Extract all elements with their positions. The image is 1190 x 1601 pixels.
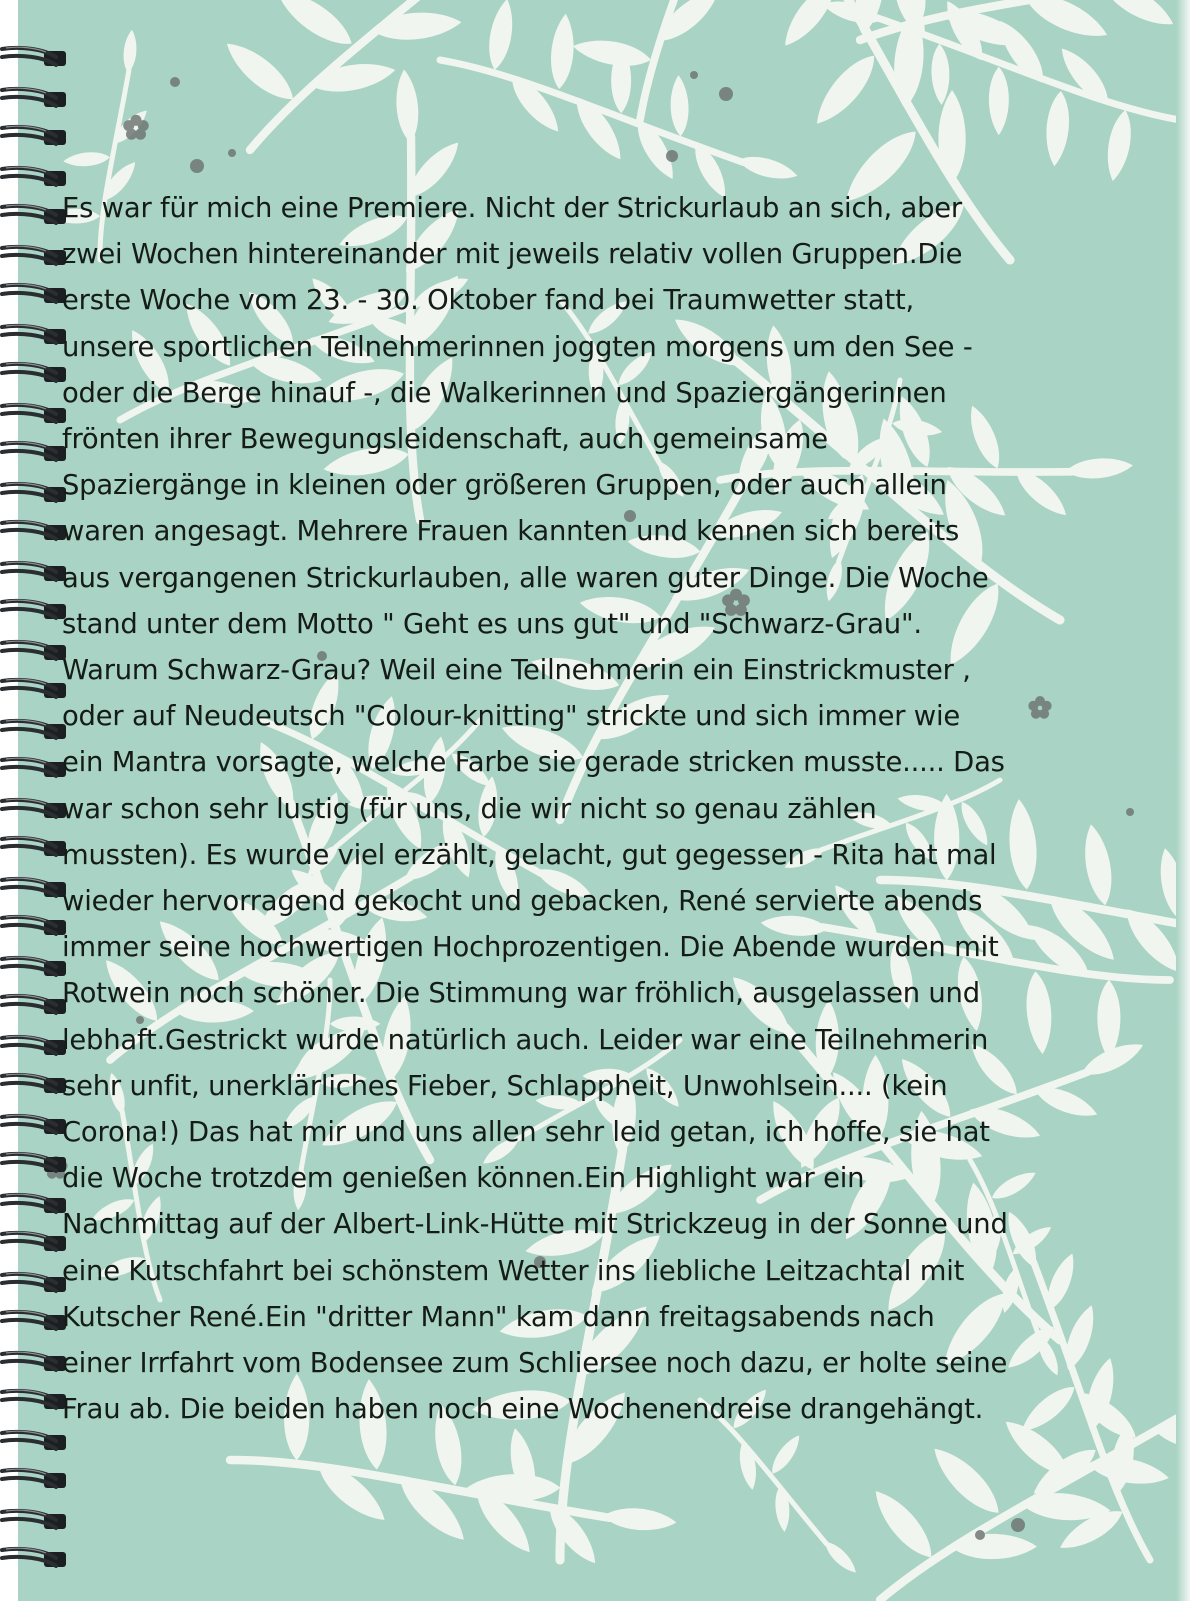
journal-text bbox=[62, 186, 1142, 1433]
text-line-17: immer seine hochwertigen Hochprozentigen. Die Abende wurden mit bbox=[62, 932, 999, 964]
text-line-25: Kutscher René.Ein "dritter Mann" kam dann freitagsabends nach bbox=[62, 1301, 935, 1333]
text-line-19: lebhaft.Gestrickt wurde natürlich auch. Leider war eine Teilnehmerin bbox=[62, 1024, 989, 1056]
text-line-8: waren angesagt. Mehrere Frauen kannten und kennen sich bereits bbox=[62, 516, 960, 548]
text-line-26: einer Irrfahrt vom Bodensee zum Schliersee noch dazu, er holte seine bbox=[62, 1348, 1008, 1380]
text-line-24: eine Kutschfahrt bei schönstem Wetter ins liebliche Leitzachtal mit bbox=[62, 1255, 965, 1287]
text-line-10: stand unter dem Motto " Geht es uns gut" und "Schwarz-Grau". bbox=[62, 608, 922, 640]
text-line-23: Nachmittag auf der Albert-Link-Hütte mit Strickzeug in der Sonne und bbox=[62, 1209, 1008, 1241]
text-line-18: Rotwein noch schöner. Die Stimmung war fröhlich, ausgelassen und bbox=[62, 978, 980, 1010]
text-line-22: die Woche trotzdem genießen können.Ein Highlight war ein bbox=[62, 1163, 865, 1195]
text-line-14: war schon sehr lustig (für uns, die wir nicht so genau zählen bbox=[62, 793, 877, 825]
text-line-27: Frau ab. Die beiden haben noch eine Wochenendreise drangehängt. bbox=[62, 1394, 984, 1426]
text-line-7: Spaziergänge in kleinen oder größeren Gruppen, oder auch allein bbox=[62, 470, 947, 502]
text-line-6: frönten ihrer Bewegungsleidenschaft, auch gemeinsame bbox=[62, 424, 828, 456]
text-line-20: sehr unfit, unerklärliches Fieber, Schlappheit, Unwohlsein.... (kein bbox=[62, 1070, 948, 1102]
text-line-21: Corona!) Das hat mir und uns allen sehr leid getan, ich hoffe, sie hat bbox=[62, 1117, 990, 1149]
text-line-16: wieder hervorragend gekocht und gebacken, René servierte abends bbox=[62, 886, 983, 918]
text-line-15: mussten). Es wurde viel erzählt, gelacht, gut gegessen - Rita hat mal bbox=[62, 839, 997, 871]
text-line-4: unsere sportlichen Teilnehmerinnen joggten morgens um den See - bbox=[62, 331, 973, 363]
text-line-3: erste Woche vom 23. - 30. Oktober fand bei Traumwetter statt, bbox=[62, 285, 915, 317]
text-line-9: aus vergangenen Strickurlauben, alle waren guter Dinge. Die Woche bbox=[62, 562, 989, 594]
text-line-2: zwei Wochen hintereinander mit jeweils relativ vollen Gruppen.Die bbox=[62, 239, 963, 271]
text-line-1: Es war für mich eine Premiere. Nicht der Strickurlaub an sich, aber bbox=[62, 193, 962, 224]
text-line-13: ein Mantra vorsagte, welche Farbe sie gerade stricken musste..... Das bbox=[62, 747, 1005, 779]
text-line-11: Warum Schwarz-Grau? Weil eine Teilnehmerin ein Einstrickmuster , bbox=[62, 655, 971, 687]
page-right-edge bbox=[1176, 0, 1190, 1601]
text-line-12: oder auf Neudeutsch "Colour-knitting" strickte und sich immer wie bbox=[62, 701, 961, 733]
text-line-5: oder die Berge hinauf -, die Walkerinnen und Spaziergängerinnen bbox=[62, 377, 947, 409]
